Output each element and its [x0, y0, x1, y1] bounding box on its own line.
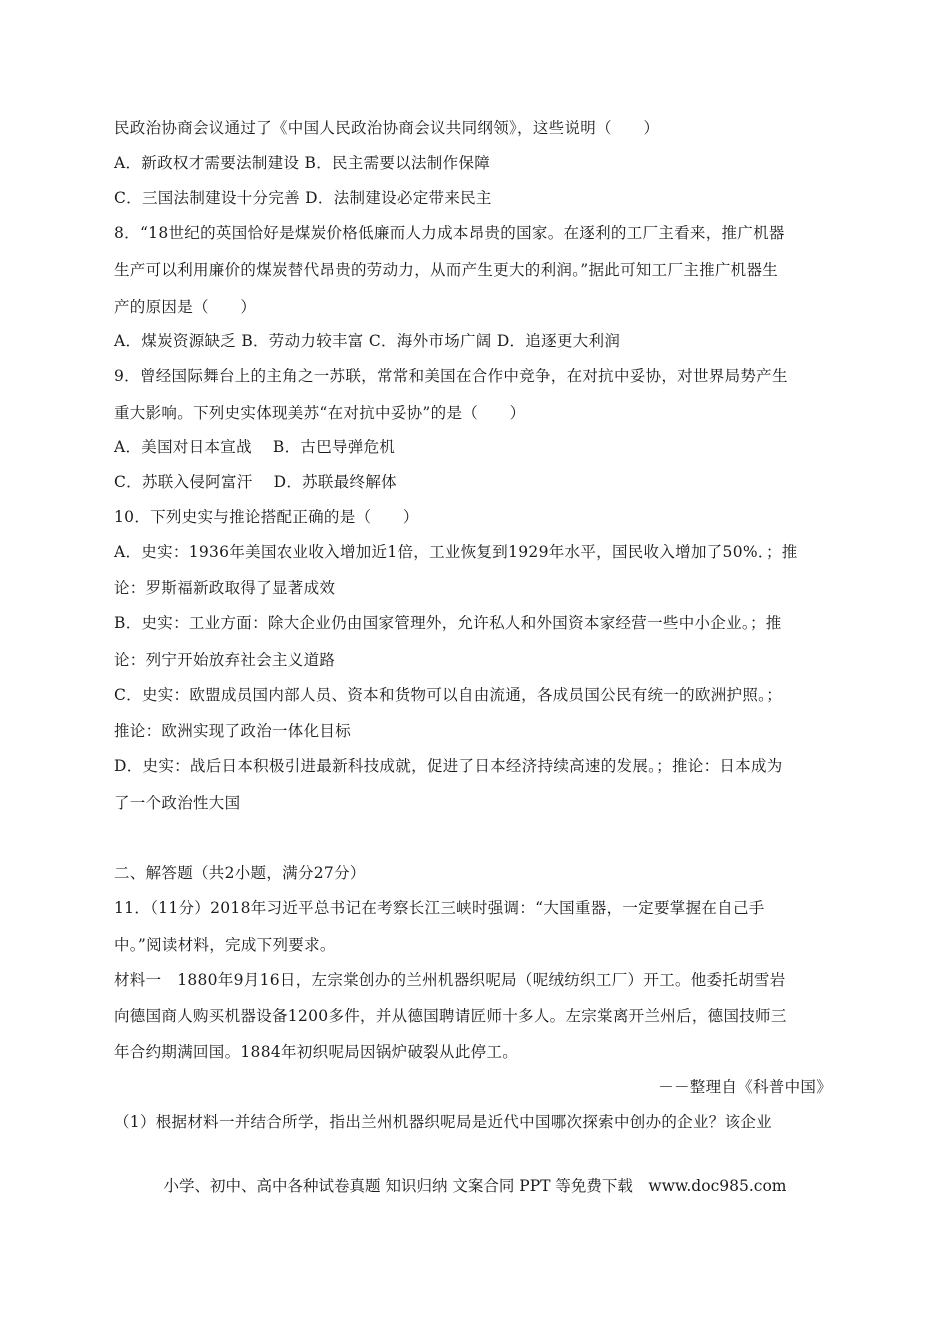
option-line: A．煤炭资源缺乏 B．劳动力较丰富 C．海外市场广阔 D．追逐更大利润 [114, 332, 621, 350]
source-citation: －－整理自《科普中国》 [658, 1078, 832, 1096]
text-line: 论：列宁开始放弃社会主义道路 [114, 651, 336, 669]
option-line: A．史实：1936年美国农业收入增加近1倍，工业恢复到1929年水平，国民收入增加了50%．；推 [114, 543, 798, 561]
text-line: 生产可以利用廉价的煤炭替代昂贵的劳动力，从而产生更大的利润。”据此可知工厂主推广机器生 [114, 261, 779, 279]
option-line: C．苏联入侵阿富汗 D．苏联最终解体 [114, 473, 397, 491]
text-line: 民政治协商会议通过了《中国人民政治协商会议共同纲领》，这些说明（ ） [114, 119, 660, 137]
section-heading: 二、解答题（共2小题，满分27分） [114, 864, 366, 882]
text-line: 重大影响。下列史实体现美苏“在对抗中妥协”的是（ ） [114, 404, 526, 422]
material-line: 年合约期满回国。1884年初织呢局因锅炉破裂从此停工。 [114, 1043, 519, 1061]
option-line: D．史实：战后日本积极引进最新科技成就，促进了日本经济持续高速的发展。；推论：日本成为 [114, 757, 783, 775]
option-line: C．三国法制建设十分完善 D．法制建设必定带来民主 [114, 189, 492, 207]
text-line: 论：罗斯福新政取得了显著成效 [114, 579, 336, 597]
option-line: C．史实：欧盟成员国内部人员、资本和货物可以自由流通，各成员国公民有统一的欧洲护照。； [114, 686, 783, 704]
question-11: 11．（11分）2018年习近平总书记在考察长江三峡时强调：“大国重器，一定要掌握在自己手 [114, 899, 765, 917]
sub-question: （1）根据材料一并结合所学，指出兰州机器织呢局是近代中国哪次探索中创办的企业？该企业 [114, 1113, 772, 1131]
text-line: 产的原因是（ ） [114, 298, 257, 316]
question-8: 8．“18世纪的英国恰好是煤炭价格低廉而人力成本昂贵的国家。在逐利的工厂主看来，推广机器 [114, 224, 785, 242]
option-line: A．新政权才需要法制建设 B．民主需要以法制作保障 [114, 154, 491, 172]
text-line: 推论：欧洲实现了政治一体化目标 [114, 722, 352, 740]
option-line: B．史实：工业方面：除大企业仍由国家管理外，允许私人和外国资本家经营一些中小企业。；推 [114, 614, 782, 632]
question-10: 10．下列史实与推论搭配正确的是（ ） [114, 508, 419, 526]
text-line: 中。”阅读材料，完成下列要求。 [114, 936, 336, 954]
page-footer: 小学、初中、高中各种试卷真题 知识归纳 文案合同 PPT 等免费下载 www.doc985.com [163, 1177, 787, 1195]
material-line: 材料一 1880年9月16日，左宗棠创办的兰州机器织呢局（呢绒纺织工厂）开工。他委托胡雪岩 [114, 971, 786, 989]
material-line: 向德国商人购买机器设备1200多件，并从德国聘请匠师十多人。左宗棠离开兰州后，德国技师三 [114, 1007, 787, 1025]
question-9: 9．曾经国际舞台上的主角之一苏联，常常和美国在合作中竞争，在对抗中妥协，对世界局势产生 [114, 367, 788, 385]
text-line: 了一个政治性大国 [114, 794, 241, 812]
option-line: A．美国对日本宣战 B．古巴导弹危机 [114, 438, 396, 456]
